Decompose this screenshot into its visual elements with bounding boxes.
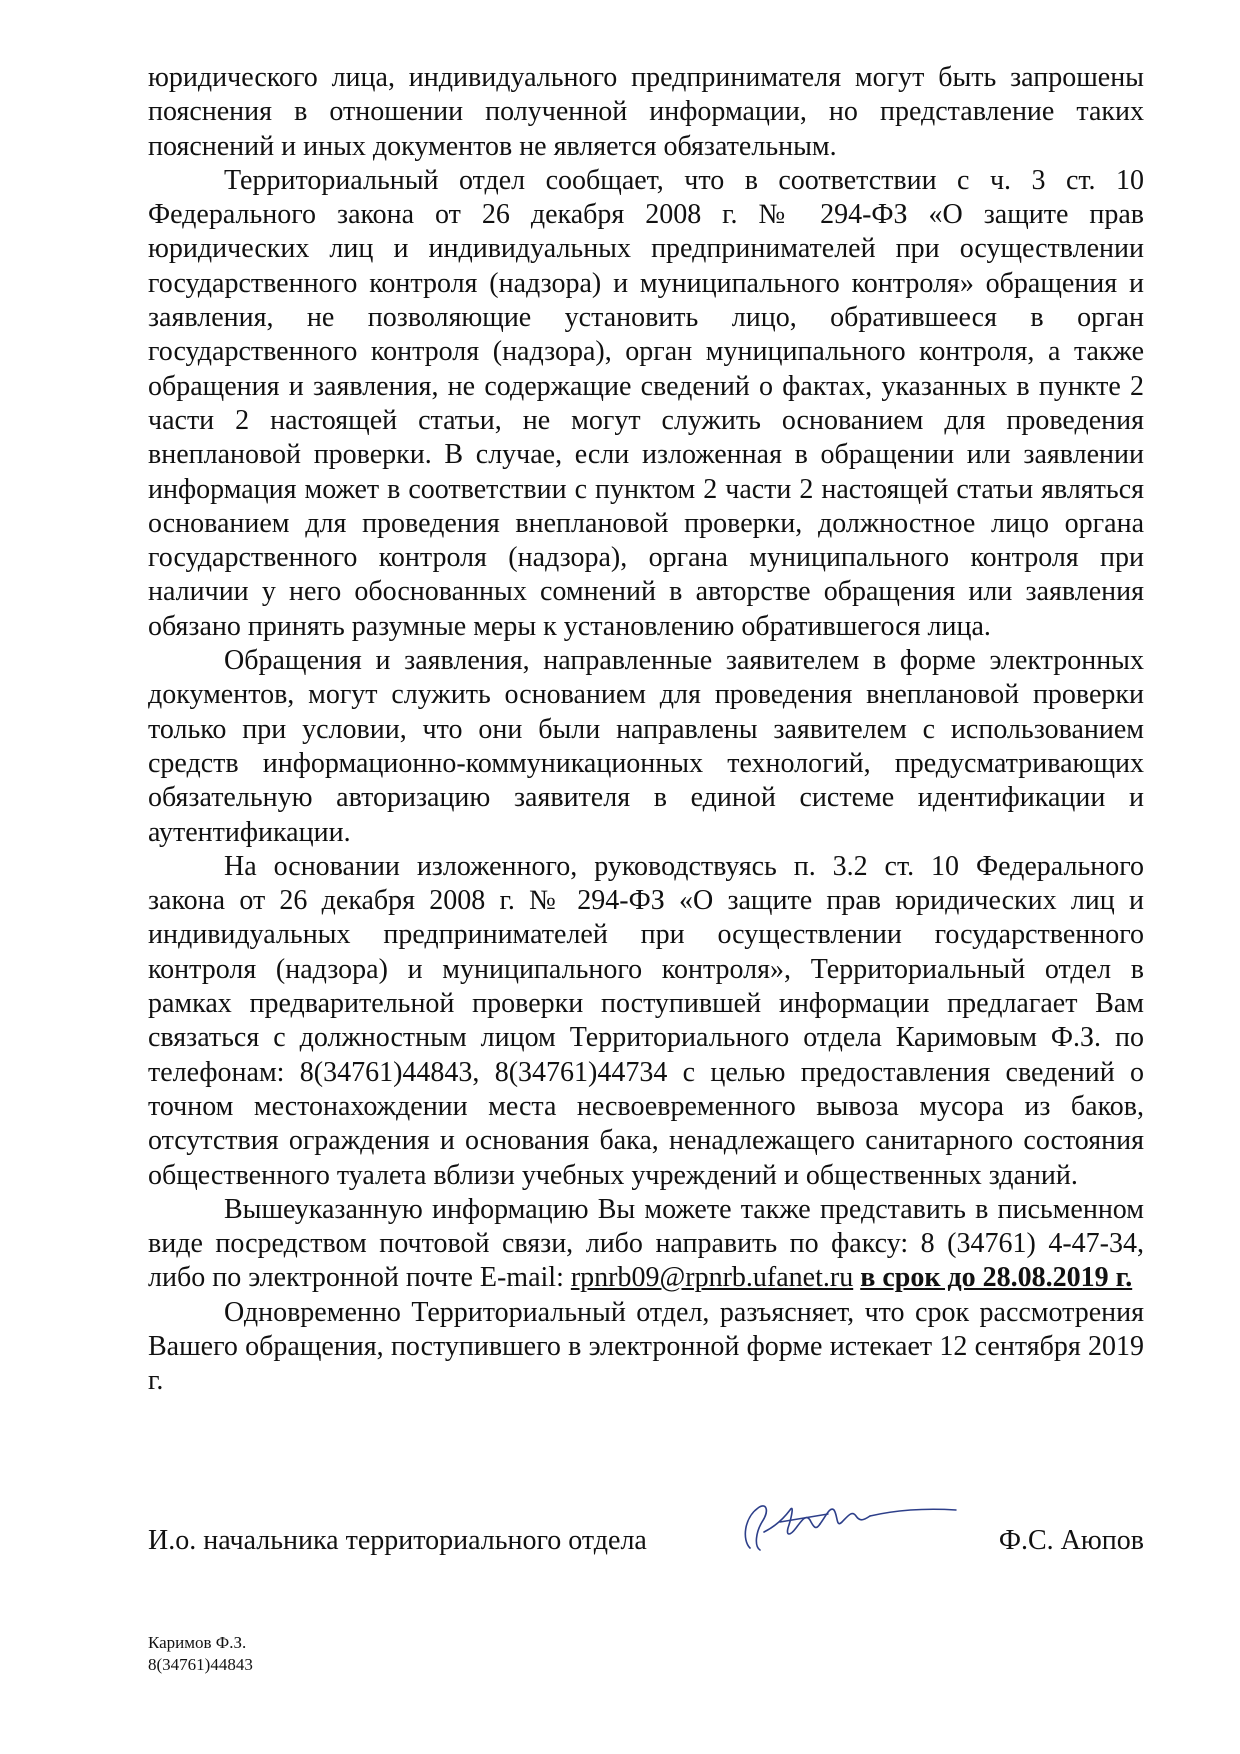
paragraph-review-deadline: Одновременно Территориальный отдел, разъясняет, что срок рассмотрения Вашего обращения, поступившего в электронной форме истекает 12 сентября 2019 г. <box>148 1296 1144 1397</box>
letter-body <box>148 61 1144 1399</box>
deadline-text: в срок до 28.08.2019 г. <box>860 1262 1133 1294</box>
paragraph-continuation: юридического лица, индивидуального предпринимателя могут быть запрошены пояснения в отношении полученной информации, но представление таких пояснений и иных документов не является обязательным. <box>148 62 1144 162</box>
signature-row <box>148 1525 1144 1565</box>
executor-footer <box>148 1632 253 1676</box>
contact-options-text: Вышеуказанную информацию Вы можете также представить в письменном виде посредством почтовой связи, либо направить по факсу: 8 (34761) 4-47-34, либо по электронной почте E-mail: <box>148 1193 1144 1294</box>
paragraph-contact-options <box>148 1193 1144 1296</box>
paragraph-legal-basis: Территориальный отдел сообщает, что в соответствии с ч. 3 ст. 10 Федерального закона от 26 декабря 2008 г. № 294-ФЗ «О защите прав юридических лиц и индивидуальных предпринимателей при осуществлении государственного контроля (надзора) и муниципального контроля» обращения и заявления, не позволяющие установить лицо, обратившееся в орган государственного контроля (надзора), орган муниципального контроля, а также обращения и заявления, не содержащие сведений о фактах, указанных в пункте 2 части 2 настоящей статьи, не могут служить основанием для проведения внеплановой проверки. В случае, если изложенная в обращении или заявлении информация может в соответствии с пунктом 2 части 2 настоящей статьи являться основанием для проведения внеплановой проверки, должностное лицо органа государственного контроля (надзора), органа муниципального контроля при наличии у него обоснованных сомнений в авторстве обращения или заявления обязано принять разумные меры к установлению обратившегося лица. <box>148 164 1144 642</box>
paragraph-electronic-documents: Обращения и заявления, направленные заявителем в форме электронных документов, могут служить основанием для проведения внеплановой проверки только при условии, что они были направлены заявителем с использованием средств информационно-коммуникационных технологий, предусматривающих обязательную авторизацию заявителя в единой системе идентификации и аутентификации. <box>148 645 1144 848</box>
signer-position: И.о. начальника территориального отдела <box>148 1525 647 1556</box>
executor-name: Каримов Ф.З. <box>148 1633 247 1652</box>
paragraph-request: На основании изложенного, руководствуясь п. 3.2 ст. 10 Федерального закона от 26 декабря 2008 г. № 294-ФЗ «О защите прав юридических лиц и индивидуальных предпринимателей при осуществлении государственного контроля (надзора) и муниципального контроля», Территориальный отдел в рамках предварительной проверки поступившей информации предлагает Вам связаться с должностным лицом Территориального отдела Каримовым Ф.З. по телефонам: 8(34761)44843, 8(34761)44734 с целью предоставления сведений о точном местонахождении места несвоевременного вывоза мусора из баков, отсутствия ограждения и основания бака, ненадлежащего санитарного состояния общественного туалета вблизи учебных учреждений и общественных зданий. <box>148 850 1144 1191</box>
signer-name: Ф.С. Аюпов <box>998 1525 1144 1556</box>
email-link[interactable]: rpnrb09@rpnrb.ufanet.ru <box>570 1262 854 1294</box>
executor-phone: 8(34761)44843 <box>148 1655 253 1674</box>
